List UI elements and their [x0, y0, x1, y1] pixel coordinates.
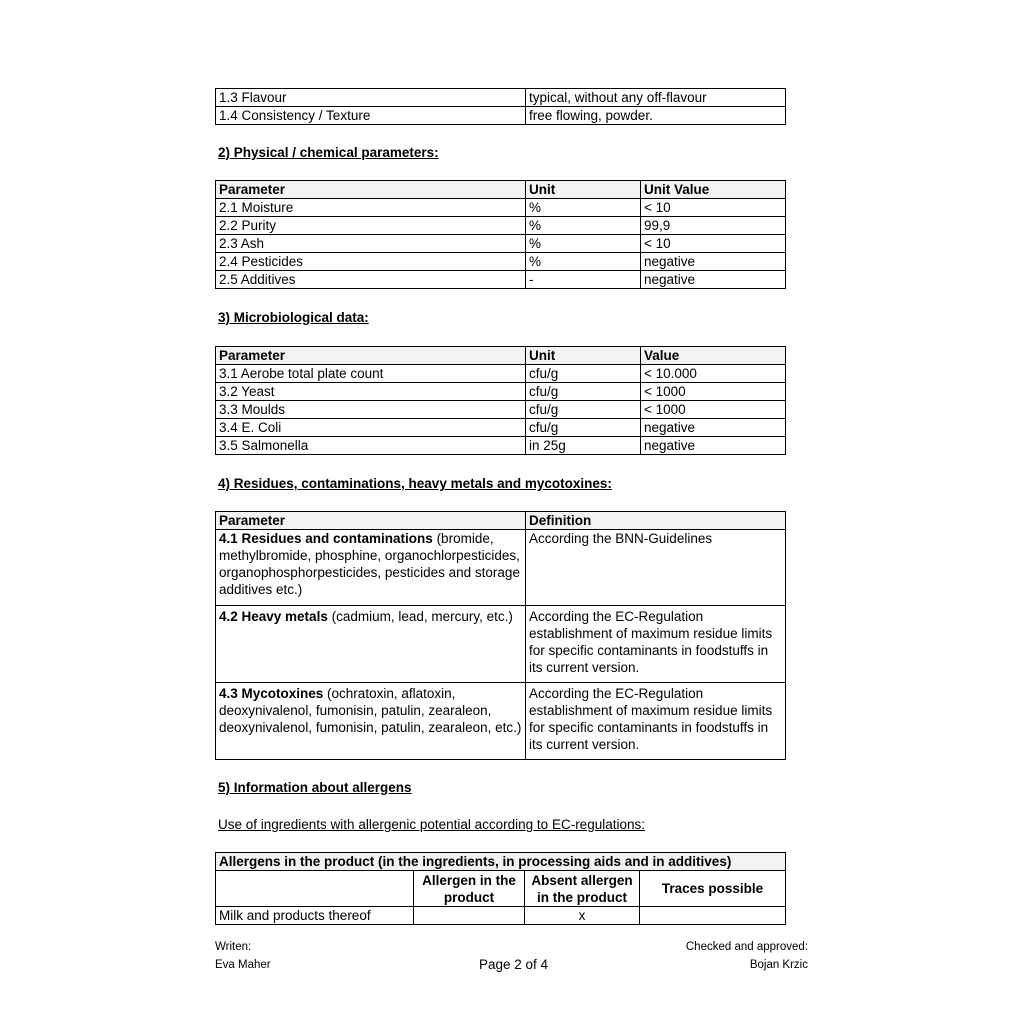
- header-cell: Parameter: [216, 512, 526, 530]
- allergen-present-cell: [414, 907, 525, 925]
- param-cell: 3.1 Aerobe total plate count: [216, 365, 526, 383]
- residues-table: [215, 511, 786, 760]
- allergens-table-title: Allergens in the product (in the ingredients, in processing aids and in additives): [216, 853, 786, 871]
- param-cell: 2.4 Pesticides: [216, 253, 526, 271]
- value-cell: < 10: [641, 199, 786, 217]
- section-heading-residues: 4) Residues, contaminations, heavy metals and mycotoxines:: [218, 476, 612, 491]
- header-cell: Absent allergen in the product: [525, 871, 640, 907]
- unit-cell: %: [526, 235, 641, 253]
- param-cell: [216, 683, 526, 760]
- table-row: [216, 683, 786, 760]
- value-cell: < 1000: [641, 383, 786, 401]
- sensory-table: [215, 88, 786, 125]
- param-cell: [216, 530, 526, 606]
- value-cell: < 10.000: [641, 365, 786, 383]
- value-cell: negative: [641, 271, 786, 289]
- header-cell: Unit: [526, 347, 641, 365]
- written-name: Eva Maher: [215, 959, 271, 971]
- allergen-absent-cell: x: [525, 907, 640, 925]
- header-cell: Value: [641, 347, 786, 365]
- header-cell: Parameter: [216, 347, 526, 365]
- param-cell: [216, 606, 526, 683]
- header-cell: Definition: [526, 512, 786, 530]
- table-header-row: [216, 871, 786, 907]
- param-cell: 3.4 E. Coli: [216, 419, 526, 437]
- unit-cell: %: [526, 253, 641, 271]
- table-header-row: [216, 853, 786, 871]
- table-row: [216, 606, 786, 683]
- allergen-traces-cell: [640, 907, 786, 925]
- table-row: [216, 530, 786, 606]
- table-row: [216, 383, 786, 401]
- value-cell: negative: [641, 437, 786, 455]
- written-label: Writen:: [215, 941, 252, 953]
- unit-cell: %: [526, 199, 641, 217]
- value-cell: < 10: [641, 235, 786, 253]
- unit-cell: cfu/g: [526, 365, 641, 383]
- header-cell: Traces possible: [640, 871, 786, 907]
- checked-name: Bojan Krzic: [749, 959, 808, 971]
- param-cell: 3.5 Salmonella: [216, 437, 526, 455]
- page-number: Page 2 of 4: [479, 957, 549, 972]
- section-heading-micro: 3) Microbiological data:: [218, 310, 369, 325]
- table-row: [216, 253, 786, 271]
- param-detail: (ochratoxin, aflatoxin, deoxynivalenol, fumonisin, patulin, zearaleon, deoxynivalenol, fumonisin, patulin, zearaleon, etc.): [219, 686, 522, 735]
- table-row: [216, 401, 786, 419]
- table-header-row: [216, 512, 786, 530]
- unit-cell: cfu/g: [526, 419, 641, 437]
- table-row: [216, 89, 786, 107]
- table-row: [216, 365, 786, 383]
- table-header-row: [216, 181, 786, 199]
- allergens-intro: Use of ingredients with allergenic potential according to EC-regulations:: [218, 817, 645, 832]
- allergens-table: [215, 852, 786, 925]
- param-cell: 1.4 Consistency / Texture: [216, 107, 526, 125]
- allergen-name-cell: Milk and products thereof: [216, 907, 414, 925]
- param-cell: 2.2 Purity: [216, 217, 526, 235]
- value-cell: typical, without any off-flavour: [526, 89, 786, 107]
- value-cell: free flowing, powder.: [526, 107, 786, 125]
- param-cell: 3.3 Moulds: [216, 401, 526, 419]
- header-cell: Parameter: [216, 181, 526, 199]
- header-cell: Allergen in the product: [414, 871, 525, 907]
- header-cell: [216, 871, 414, 907]
- header-cell: Unit: [526, 181, 641, 199]
- param-detail: (bromide, methylbromide, phosphine, organochlorpesticides, organophosphorpesticides, pesticides and storage additives etc.): [219, 531, 520, 597]
- checked-label: Checked and approved:: [685, 941, 808, 953]
- param-detail: (cadmium, lead, mercury, etc.): [327, 609, 513, 624]
- param-cell: 1.3 Flavour: [216, 89, 526, 107]
- section-heading-physical: 2) Physical / chemical parameters:: [218, 145, 439, 160]
- definition-cell: According the BNN-Guidelines: [526, 530, 786, 606]
- value-cell: negative: [641, 419, 786, 437]
- table-row: [216, 907, 786, 925]
- section-heading-allergens: 5) Information about allergens: [218, 780, 412, 795]
- param-title: 4.3 Mycotoxines: [219, 686, 324, 701]
- value-cell: < 1000: [641, 401, 786, 419]
- table-row: [216, 235, 786, 253]
- table-row: [216, 217, 786, 235]
- value-cell: 99,9: [641, 217, 786, 235]
- unit-cell: cfu/g: [526, 383, 641, 401]
- param-cell: 2.1 Moisture: [216, 199, 526, 217]
- param-title: 4.2 Heavy metals: [219, 609, 328, 624]
- table-row: [216, 107, 786, 125]
- table-row: [216, 437, 786, 455]
- param-cell: 2.3 Ash: [216, 235, 526, 253]
- table-row: [216, 419, 786, 437]
- unit-cell: %: [526, 217, 641, 235]
- table-header-row: [216, 347, 786, 365]
- param-cell: 2.5 Additives: [216, 271, 526, 289]
- micro-table: [215, 346, 786, 455]
- unit-cell: -: [526, 271, 641, 289]
- param-title: 4.1 Residues and contaminations: [219, 531, 433, 546]
- param-cell: 3.2 Yeast: [216, 383, 526, 401]
- value-cell: negative: [641, 253, 786, 271]
- unit-cell: cfu/g: [526, 401, 641, 419]
- physical-table: [215, 180, 786, 289]
- definition-cell: According the EC-Regulation establishment of maximum residue limits for specific contaminants in foodstuffs in its current version.: [526, 606, 786, 683]
- unit-cell: in 25g: [526, 437, 641, 455]
- table-row: [216, 271, 786, 289]
- header-cell: Unit Value: [641, 181, 786, 199]
- definition-cell: According the EC-Regulation establishment of maximum residue limits for specific contaminants in foodstuffs in its current version.: [526, 683, 786, 760]
- table-row: [216, 199, 786, 217]
